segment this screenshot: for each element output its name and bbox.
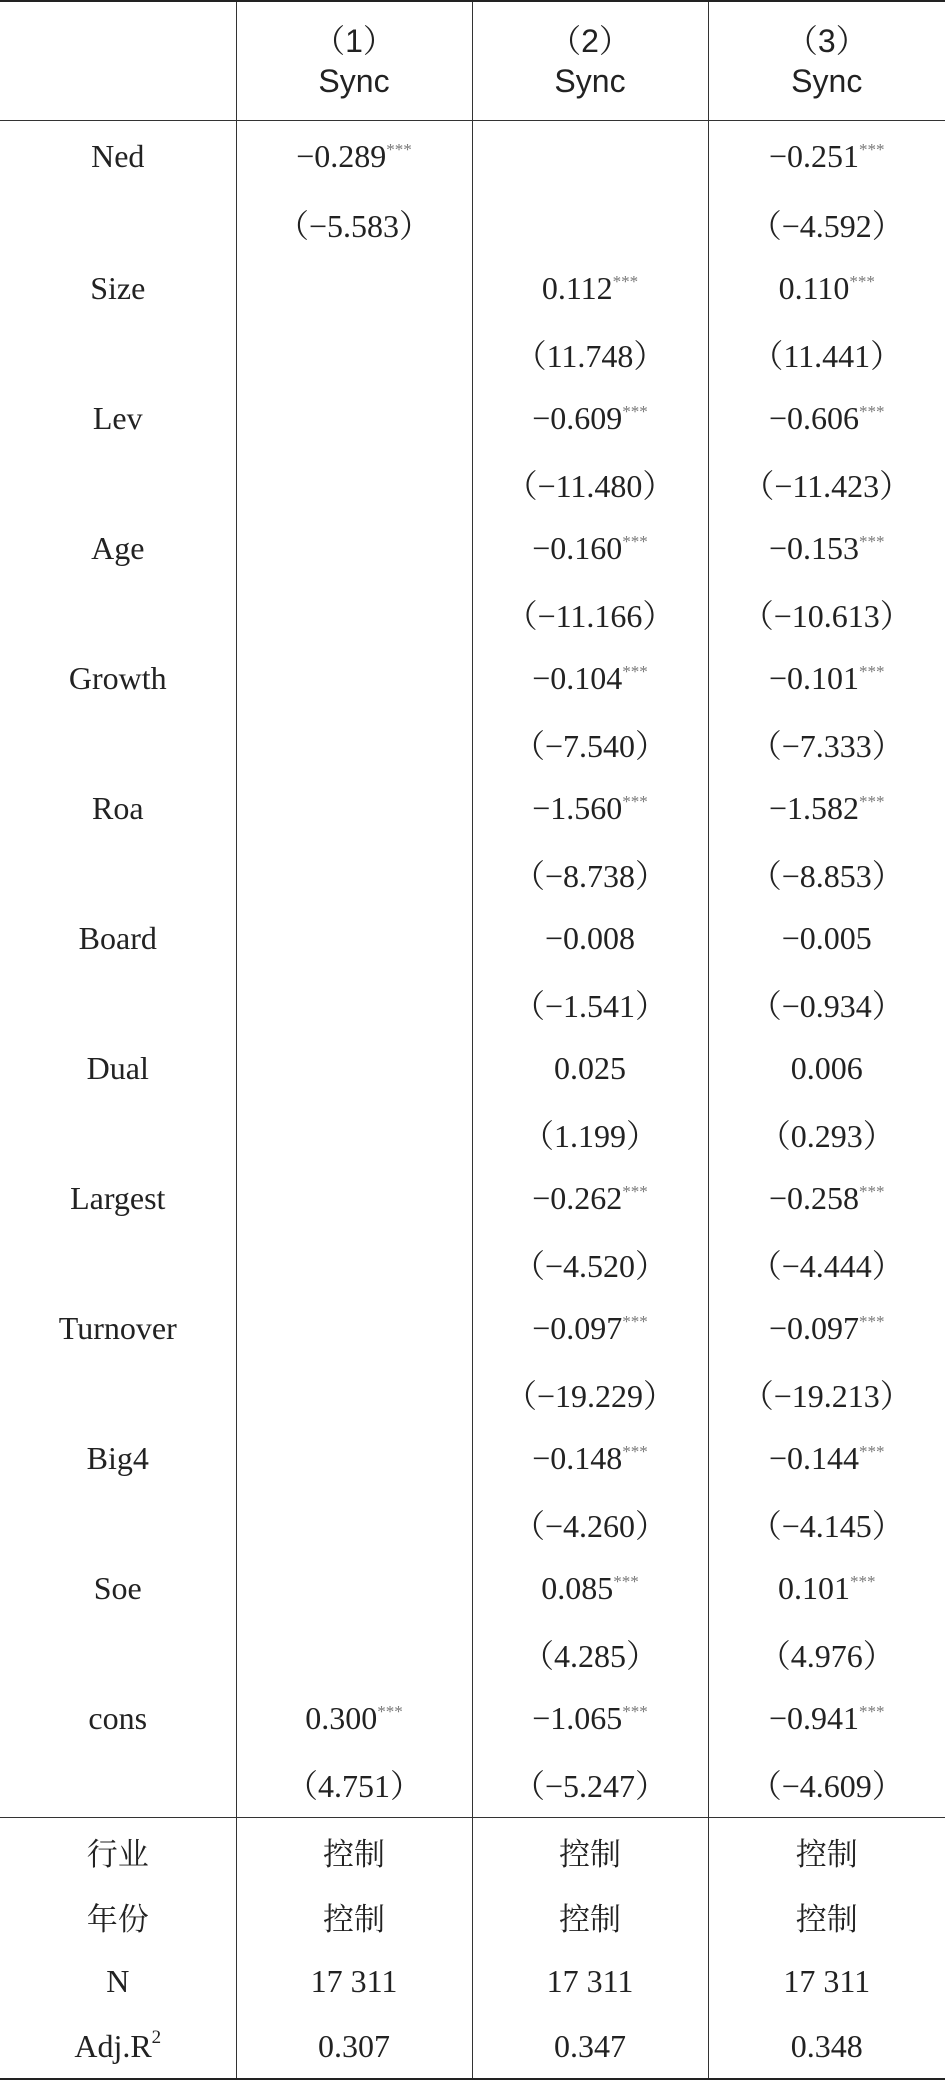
- t-statistic-cell: （−10.613）: [708, 581, 945, 646]
- coefficient-cell: [236, 386, 472, 451]
- t-statistic-cell: （4.976）: [708, 1621, 945, 1686]
- coefficient-cell: [708, 386, 945, 451]
- t-statistic-row: [0, 1751, 945, 1818]
- t-statistic-cell: [236, 1231, 472, 1296]
- significance-stars: ***: [859, 792, 885, 811]
- t-statistic-cell: （−19.229）: [472, 1361, 708, 1426]
- t-statistic-cell: （11.748）: [472, 321, 708, 386]
- t-statistic-cell: [236, 321, 472, 386]
- t-statistic-cell: （4.751）: [236, 1751, 472, 1818]
- coefficient-row: [0, 256, 945, 321]
- t-statistic-cell: （−1.541）: [472, 971, 708, 1036]
- coefficient-cell: [472, 1296, 708, 1361]
- blank-label-cell: [0, 581, 236, 646]
- coefficient-cell: [236, 776, 472, 841]
- t-statistic-row: [0, 1361, 945, 1426]
- t-statistic-cell: [236, 1621, 472, 1686]
- summary-label: [0, 1949, 236, 2014]
- t-statistic-cell: （−4.260）: [472, 1491, 708, 1556]
- significance-stars: ***: [622, 1312, 648, 1331]
- coefficient-cell: [472, 386, 708, 451]
- summary-value: 控制: [236, 1884, 472, 1949]
- t-statistic-cell: （−0.934）: [708, 971, 945, 1036]
- significance-stars: ***: [859, 1182, 885, 1201]
- significance-stars: ***: [386, 140, 412, 159]
- coefficient-value: 0.085: [541, 1570, 613, 1606]
- coefficient-cell: [472, 1426, 708, 1491]
- significance-stars: ***: [622, 1442, 648, 1461]
- coefficient-cell: [236, 1166, 472, 1231]
- variable-name: Largest: [0, 1166, 236, 1231]
- coefficient-cell: [236, 1296, 472, 1361]
- header-column-1: [236, 1, 472, 121]
- significance-stars: ***: [622, 792, 648, 811]
- significance-stars: ***: [859, 1312, 885, 1331]
- coefficient-cell: [708, 906, 945, 971]
- coefficient-row: [0, 121, 945, 192]
- blank-label-cell: [0, 1101, 236, 1166]
- significance-stars: ***: [859, 1702, 885, 1721]
- t-statistic-cell: （−4.592）: [708, 191, 945, 256]
- summary-value: 控制: [236, 1818, 472, 1885]
- blank-label-cell: [0, 841, 236, 906]
- header-column-3: [708, 1, 945, 121]
- blank-label-cell: [0, 971, 236, 1036]
- summary-value: 控制: [472, 1818, 708, 1885]
- coefficient-cell: [236, 1426, 472, 1491]
- variable-name: Roa: [0, 776, 236, 841]
- coefficient-value: −0.160: [532, 530, 622, 566]
- blank-label-cell: [0, 711, 236, 776]
- coefficient-value: −0.008: [545, 920, 635, 956]
- coefficient-value: −0.097: [532, 1310, 622, 1346]
- coefficient-cell: [236, 646, 472, 711]
- coefficient-value: −0.609: [532, 400, 622, 436]
- coefficient-cell: [472, 776, 708, 841]
- coefficient-cell: [236, 906, 472, 971]
- summary-value: 17 311: [236, 1949, 472, 2014]
- significance-stars: ***: [859, 662, 885, 681]
- t-statistic-cell: [236, 971, 472, 1036]
- coefficient-cell: [236, 1686, 472, 1751]
- coefficient-value: 0.006: [791, 1050, 863, 1086]
- coefficient-value: −0.097: [769, 1310, 859, 1346]
- header-column-2: [472, 1, 708, 121]
- coefficient-cell: [472, 516, 708, 581]
- t-statistic-row: [0, 1231, 945, 1296]
- variable-name: Board: [0, 906, 236, 971]
- coefficient-value: −0.251: [769, 138, 859, 174]
- column-number: （1）: [237, 21, 472, 61]
- coefficient-cell: [708, 256, 945, 321]
- significance-stars: ***: [859, 402, 885, 421]
- summary-label: [0, 1818, 236, 1885]
- coefficient-value: −0.258: [769, 1180, 859, 1216]
- blank-label-cell: [0, 1751, 236, 1818]
- t-statistic-cell: [236, 581, 472, 646]
- t-statistic-cell: （−19.213）: [708, 1361, 945, 1426]
- coefficient-cell: [472, 646, 708, 711]
- t-statistic-cell: [236, 1101, 472, 1166]
- significance-stars: ***: [613, 1572, 639, 1591]
- coefficient-value: −1.560: [532, 790, 622, 826]
- coefficient-cell: [472, 121, 708, 192]
- coefficient-value: −1.065: [532, 1700, 622, 1736]
- coefficient-cell: [708, 1686, 945, 1751]
- blank-label-cell: [0, 191, 236, 256]
- blank-label-cell: [0, 1491, 236, 1556]
- summary-label-text: N: [106, 1963, 129, 1999]
- significance-stars: ***: [622, 402, 648, 421]
- summary-row: [0, 1818, 945, 1885]
- t-statistic-row: [0, 1101, 945, 1166]
- significance-stars: ***: [850, 1572, 876, 1591]
- t-statistic-cell: [236, 451, 472, 516]
- coefficient-row: [0, 1426, 945, 1491]
- summary-value: 17 311: [472, 1949, 708, 2014]
- blank-label-cell: [0, 451, 236, 516]
- t-statistic-cell: （−11.480）: [472, 451, 708, 516]
- coefficient-row: [0, 1296, 945, 1361]
- coefficient-value: −0.153: [769, 530, 859, 566]
- coefficient-rows: [0, 121, 945, 1818]
- summary-rows: [0, 1818, 945, 2080]
- column-number: （2）: [473, 21, 708, 61]
- coefficient-cell: [708, 776, 945, 841]
- t-statistic-cell: （−4.444）: [708, 1231, 945, 1296]
- t-statistic-cell: （−11.166）: [472, 581, 708, 646]
- t-statistic-cell: （0.293）: [708, 1101, 945, 1166]
- blank-label-cell: [0, 321, 236, 386]
- coefficient-value: −0.144: [769, 1440, 859, 1476]
- coefficient-value: 0.110: [779, 270, 850, 306]
- coefficient-row: [0, 776, 945, 841]
- coefficient-value: −0.262: [532, 1180, 622, 1216]
- coefficient-value: −0.289: [296, 138, 386, 174]
- coefficient-cell: [472, 256, 708, 321]
- blank-label-cell: [0, 1361, 236, 1426]
- summary-row: [0, 1884, 945, 1949]
- variable-name: Dual: [0, 1036, 236, 1101]
- t-statistic-cell: [472, 191, 708, 256]
- coefficient-row: [0, 906, 945, 971]
- coefficient-value: −1.582: [769, 790, 859, 826]
- blank-label-cell: [0, 1621, 236, 1686]
- coefficient-row: [0, 1036, 945, 1101]
- summary-row: [0, 2014, 945, 2079]
- coefficient-row: [0, 516, 945, 581]
- column-dependent-variable: Sync: [237, 61, 472, 101]
- coefficient-value: −0.005: [782, 920, 872, 956]
- coefficient-cell: [236, 516, 472, 581]
- t-statistic-cell: （−11.423）: [708, 451, 945, 516]
- summary-value: 控制: [708, 1884, 945, 1949]
- column-dependent-variable: Sync: [473, 61, 708, 101]
- header-corner-cell: [0, 1, 236, 121]
- superscript: 2: [152, 2027, 162, 2048]
- coefficient-row: [0, 646, 945, 711]
- coefficient-value: −0.104: [532, 660, 622, 696]
- coefficient-cell: [708, 121, 945, 192]
- coefficient-cell: [236, 121, 472, 192]
- coefficient-cell: [472, 906, 708, 971]
- t-statistic-cell: （−7.333）: [708, 711, 945, 776]
- summary-value: 0.348: [708, 2014, 945, 2079]
- summary-value: 17 311: [708, 1949, 945, 2014]
- summary-label: [0, 2014, 236, 2079]
- summary-value: 控制: [472, 1884, 708, 1949]
- variable-name: Growth: [0, 646, 236, 711]
- coefficient-value: −0.606: [769, 400, 859, 436]
- coefficient-row: [0, 386, 945, 451]
- significance-stars: ***: [377, 1702, 403, 1721]
- t-statistic-row: [0, 191, 945, 256]
- coefficient-value: 0.112: [542, 270, 613, 306]
- coefficient-cell: [472, 1036, 708, 1101]
- t-statistic-cell: （−4.520）: [472, 1231, 708, 1296]
- coefficient-row: [0, 1556, 945, 1621]
- t-statistic-cell: （−5.583）: [236, 191, 472, 256]
- t-statistic-cell: [236, 841, 472, 906]
- variable-name: Size: [0, 256, 236, 321]
- coefficient-cell: [472, 1166, 708, 1231]
- coefficient-value: −0.941: [769, 1700, 859, 1736]
- t-statistic-cell: （−8.738）: [472, 841, 708, 906]
- summary-value: 0.307: [236, 2014, 472, 2079]
- significance-stars: ***: [849, 272, 875, 291]
- significance-stars: ***: [622, 532, 648, 551]
- significance-stars: ***: [859, 1442, 885, 1461]
- t-statistic-row: [0, 841, 945, 906]
- t-statistic-row: [0, 1621, 945, 1686]
- coefficient-cell: [236, 1036, 472, 1101]
- coefficient-row: [0, 1686, 945, 1751]
- significance-stars: ***: [859, 532, 885, 551]
- significance-stars: ***: [613, 272, 639, 291]
- summary-value: 控制: [708, 1818, 945, 1885]
- coefficient-cell: [708, 516, 945, 581]
- summary-value: 0.347: [472, 2014, 708, 2079]
- coefficient-cell: [472, 1556, 708, 1621]
- coefficient-cell: [708, 1296, 945, 1361]
- variable-name: Lev: [0, 386, 236, 451]
- t-statistic-cell: （−4.609）: [708, 1751, 945, 1818]
- summary-label-text: Adj.R: [74, 2028, 151, 2064]
- coefficient-cell: [708, 646, 945, 711]
- blank-label-cell: [0, 1231, 236, 1296]
- coefficient-cell: [472, 1686, 708, 1751]
- variable-name: Age: [0, 516, 236, 581]
- t-statistic-cell: [236, 711, 472, 776]
- coefficient-cell: [236, 1556, 472, 1621]
- t-statistic-cell: （−4.145）: [708, 1491, 945, 1556]
- t-statistic-row: [0, 1491, 945, 1556]
- t-statistic-row: [0, 581, 945, 646]
- t-statistic-cell: （4.285）: [472, 1621, 708, 1686]
- coefficient-cell: [236, 256, 472, 321]
- t-statistic-cell: [236, 1361, 472, 1426]
- variable-name: Turnover: [0, 1296, 236, 1361]
- t-statistic-row: [0, 711, 945, 776]
- t-statistic-cell: （−7.540）: [472, 711, 708, 776]
- variable-name: Big4: [0, 1426, 236, 1491]
- variable-name: Ned: [0, 121, 236, 192]
- coefficient-value: 0.300: [305, 1700, 377, 1736]
- t-statistic-cell: （1.199）: [472, 1101, 708, 1166]
- variable-name: Soe: [0, 1556, 236, 1621]
- t-statistic-cell: （11.441）: [708, 321, 945, 386]
- t-statistic-cell: （−8.853）: [708, 841, 945, 906]
- t-statistic-cell: [236, 1491, 472, 1556]
- table-header: [0, 1, 945, 121]
- t-statistic-row: [0, 451, 945, 516]
- coefficient-value: 0.101: [778, 1570, 850, 1606]
- coefficient-cell: [708, 1166, 945, 1231]
- column-dependent-variable: Sync: [709, 61, 945, 101]
- variable-name: cons: [0, 1686, 236, 1751]
- significance-stars: ***: [622, 662, 648, 681]
- coefficient-row: [0, 1166, 945, 1231]
- summary-row: [0, 1949, 945, 2014]
- coefficient-cell: [708, 1556, 945, 1621]
- coefficient-cell: [708, 1426, 945, 1491]
- summary-label: [0, 1884, 236, 1949]
- summary-label-text: 年份: [87, 1902, 149, 1938]
- t-statistic-row: [0, 321, 945, 386]
- coefficient-value: −0.148: [532, 1440, 622, 1476]
- header-row: [0, 1, 945, 121]
- coefficient-value: −0.101: [769, 660, 859, 696]
- significance-stars: ***: [622, 1182, 648, 1201]
- coefficient-value: 0.025: [554, 1050, 626, 1086]
- significance-stars: ***: [622, 1702, 648, 1721]
- column-number: （3）: [709, 21, 945, 61]
- t-statistic-row: [0, 971, 945, 1036]
- summary-label-text: 行业: [87, 1837, 149, 1873]
- coefficient-cell: [708, 1036, 945, 1101]
- t-statistic-cell: （−5.247）: [472, 1751, 708, 1818]
- significance-stars: ***: [859, 140, 885, 159]
